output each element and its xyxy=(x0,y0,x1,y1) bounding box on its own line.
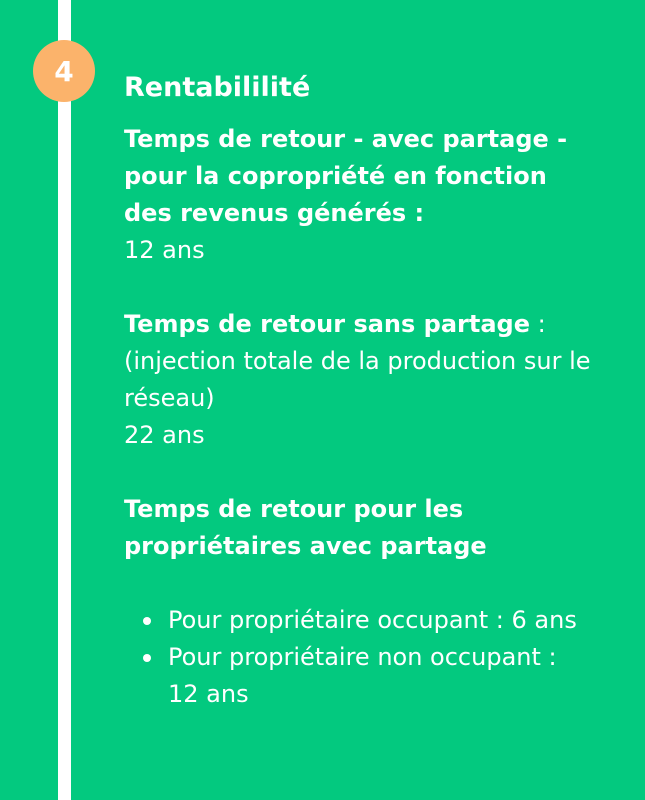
payback-with-sharing-value: 12 ans xyxy=(124,236,205,264)
payback-with-sharing xyxy=(124,121,594,269)
payback-without-sharing-heading-line xyxy=(124,306,594,343)
section-title: Rentabililité xyxy=(124,72,311,103)
step-number-badge xyxy=(33,40,95,102)
owners-payback-list xyxy=(124,602,594,713)
payback-without-sharing-value: 22 ans xyxy=(124,421,205,449)
content-block xyxy=(124,70,594,713)
payback-without-sharing-colon: : xyxy=(530,310,546,338)
payback-with-sharing-heading: Temps de retour - avec partage - pour la copropriété en fonction des revenus générés : xyxy=(124,125,568,227)
owners-payback xyxy=(124,491,594,565)
payback-without-sharing-heading: Temps de retour sans partage xyxy=(124,310,530,338)
payback-without-sharing-note: (injection totale de la production sur le réseau) xyxy=(124,347,591,412)
list-item-owner-non-occupant: Pour propriétaire non occupant : 12 ans xyxy=(168,639,594,713)
timeline-line xyxy=(58,0,71,800)
list-item-owner-occupant: Pour propriétaire occupant : 6 ans xyxy=(168,602,594,639)
payback-without-sharing xyxy=(124,306,594,454)
owners-payback-heading: Temps de retour pour les propriétaires avec partage xyxy=(124,495,487,560)
step-number: 4 xyxy=(54,54,74,88)
